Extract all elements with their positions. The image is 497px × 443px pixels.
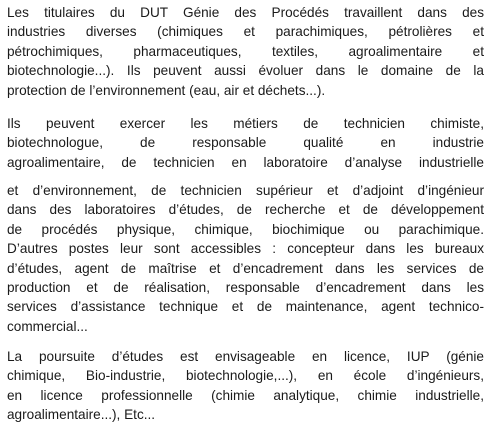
text-line: La poursuite d’études est envisageable en licence, IUP (génie	[7, 349, 484, 364]
text-line: d’études, agent de maîtrise et d’encadrement dans les services de	[7, 260, 484, 276]
text-line: de procédés physique, chimique, biochimique ou parachimique.	[7, 221, 484, 237]
text-line: Les titulaires du DUT Génie des Procédés travaillent dans des	[7, 5, 484, 20]
text-line: chimique, Bio-industrie, biotechnologie,...), en école d’ingénieurs,	[7, 368, 484, 384]
text-line: protection de l’environnement (eau, air et déchets...).	[7, 82, 326, 98]
text-line: production et de réalisation, responsable d’encadrement dans les	[7, 279, 484, 295]
text-line: pétrochimiques, pharmaceutiques, textiles, agroalimentaire et	[7, 43, 484, 59]
text-line: services d’assistance technique et de maintenance, agent technico-	[7, 299, 484, 315]
text-line: agroalimentaire, de technicien en laboratoire d’analyse industrielle	[7, 154, 484, 170]
text-line: biotechnologie...). Ils peuvent aussi évoluer dans le domaine de la	[7, 63, 484, 79]
text-line: dans des laboratoires d’études, de recherche et de développement	[7, 202, 484, 218]
text-line: D’autres postes leur sont accessibles : concepteur dans les bureaux	[7, 241, 484, 257]
paragraph-professions	[7, 114, 484, 172]
text-line: biotechnologue, de responsable qualité en industrie	[7, 135, 484, 151]
paragraph-positions	[7, 181, 484, 336]
text-line: commercial...	[7, 318, 88, 334]
text-line: Ils peuvent exercer les métiers de technicien chimiste,	[7, 116, 484, 131]
text-line: en licence professionnelle (chimie analytique, chimie industrielle,	[7, 387, 484, 403]
text-line: et d’environnement, de technicien supérieur et d’adjoint d’ingénieur	[7, 183, 484, 198]
paragraph-career-sectors	[7, 3, 484, 100]
paragraph-further-studies	[7, 347, 484, 425]
text-line: industries diverses (chimiques et parachimiques, pétrolières et	[7, 24, 484, 40]
text-line: agroalimentaire...), Etc...	[7, 407, 156, 423]
